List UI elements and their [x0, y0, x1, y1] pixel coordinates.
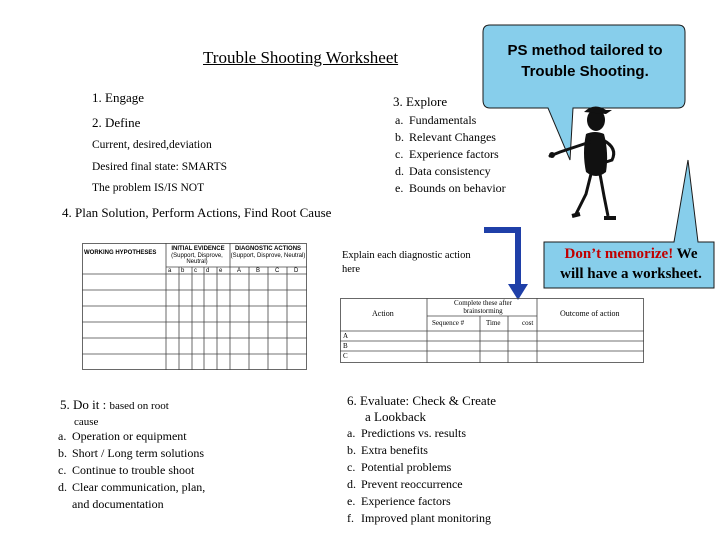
hypotheses-table: [82, 243, 307, 370]
callout-top-line2: Trouble Shooting.: [521, 63, 649, 80]
list-item: d. Data consistency: [395, 164, 491, 178]
list-item: a. Operation or equipment: [58, 429, 187, 443]
action-table: [340, 298, 644, 363]
col-time: Time: [486, 319, 501, 327]
table-row: A: [343, 332, 349, 340]
doit-heading-small: based on root: [109, 400, 169, 412]
callout-top-text: [482, 40, 688, 82]
engage-heading: 1. Engage: [92, 90, 144, 105]
doit-heading-main: 5. Do it :: [60, 397, 107, 412]
pointing-figure-icon: [546, 98, 658, 228]
define-item: Desired final state: SMARTS: [92, 161, 228, 173]
define-item: The problem IS/IS NOT: [92, 182, 205, 194]
list-item: b. Short / Long term solutions: [58, 446, 204, 460]
plan-heading: 4. Plan Solution, Perform Actions, Find Root Cause: [62, 205, 332, 220]
list-item: f. Improved plant monitoring: [347, 511, 491, 525]
col-letter: B: [256, 268, 261, 274]
doit-list: [58, 428, 205, 513]
list-item: d. Prevent reoccurrence: [347, 477, 463, 491]
callout-right-text: [545, 244, 717, 284]
callout-right-line2: will have a worksheet.: [560, 266, 702, 282]
list-item: b. Extra benefits: [347, 443, 428, 457]
col-cost: cost: [522, 319, 534, 327]
define-item: Current, desired,deviation: [92, 139, 212, 151]
callout-right-red: Don’t memorize!: [564, 246, 674, 262]
col-letter: b: [181, 268, 185, 274]
col-sequence: Sequence #: [432, 319, 465, 327]
list-item: e. Bounds on behavior: [395, 181, 506, 195]
col-initial-evidence: INITIAL EVIDENCE: [171, 246, 225, 252]
col-letter: e: [219, 268, 223, 274]
col-complete: Complete these after brainstorming: [454, 299, 512, 315]
list-item: and documentation: [72, 497, 164, 511]
col-letter: D: [294, 268, 299, 274]
explain-note: [342, 249, 471, 277]
col-working-hypotheses: WORKING HYPOTHESES: [84, 250, 157, 256]
explain-line1: Explain each diagnostic action: [342, 250, 471, 261]
evaluate-heading-line1: 6. Evaluate: Check & Create: [347, 393, 497, 408]
table-row: B: [343, 342, 348, 350]
callout-right-black: We: [673, 246, 698, 262]
list-item: a. Predictions vs. results: [347, 426, 466, 440]
doit-heading-line2: cause: [74, 416, 99, 428]
blue-arrow-icon: [484, 226, 534, 306]
evaluate-heading: [347, 393, 496, 425]
col-outcome: Outcome of action: [560, 309, 620, 318]
callout-top-line1: PS method tailored to: [507, 42, 663, 59]
col-letter: C: [275, 268, 280, 274]
list-item: a. Fundamentals: [395, 113, 477, 127]
table-row: C: [343, 352, 348, 360]
col-letter: a: [168, 268, 172, 274]
list-item: e. Experience factors: [347, 494, 451, 508]
explore-list: [395, 112, 506, 197]
col-action: Action: [372, 309, 394, 318]
col-initial-evidence-sub: (Support, Disprove, Neutral): [171, 253, 223, 265]
hypotheses-grid: [82, 243, 307, 370]
col-letter: A: [237, 268, 242, 274]
evaluate-heading-line2: a Lookback: [365, 409, 427, 424]
page-title: Trouble Shooting Worksheet: [203, 48, 399, 67]
define-heading: 2. Define: [92, 115, 141, 130]
doit-heading: [60, 397, 169, 430]
list-item: c. Potential problems: [347, 460, 452, 474]
list-item: c. Experience factors: [395, 147, 499, 161]
explore-heading: 3. Explore: [393, 94, 448, 109]
list-item: c. Continue to trouble shoot: [58, 463, 195, 477]
explain-line2: here: [342, 264, 361, 275]
evaluate-list: [347, 425, 491, 527]
list-item: b. Relevant Changes: [395, 130, 496, 144]
col-letter: d: [206, 268, 210, 274]
col-letter: c: [194, 268, 197, 274]
col-diagnostic-actions-sub: (Support, Disprove, Neutral): [230, 253, 306, 259]
list-item: d. Clear communication, plan,: [58, 480, 206, 494]
col-diagnostic-actions: DIAGNOSTIC ACTIONS: [234, 246, 302, 252]
